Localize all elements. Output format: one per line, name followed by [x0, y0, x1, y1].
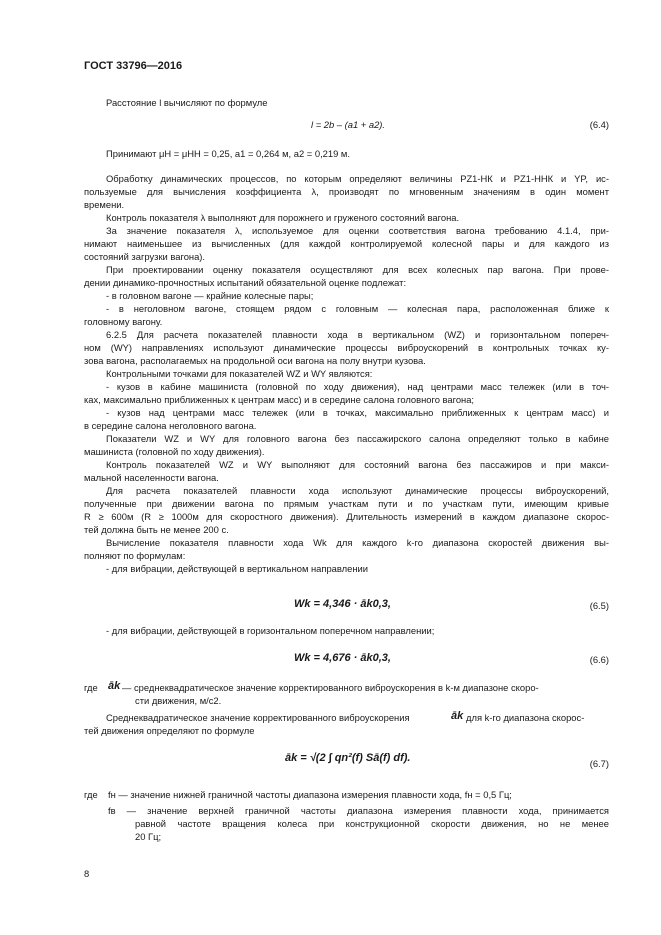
list-item: - в неголовном вагоне, стоящем рядом с головным — колесная пара, расположенная ближе к: [106, 303, 609, 314]
list-item: - для вибрации, действующей в вертикальном направлении: [106, 563, 368, 574]
definition-text: — среднеквадратическое значение корректированного виброускорения в k-м диапазоне скоро-: [122, 682, 539, 693]
where-label: где: [84, 682, 98, 693]
definition-text: fн — значение нижней граничной частоты диапазона измерения плавности хода, fн = 0,5 Гц;: [108, 789, 512, 800]
text-line: Показатели WZ и WY для головного вагона без пассажирского салона определяют только в кабине: [106, 433, 609, 444]
text-line: ном (WY) направлениях используют динамические процессы виброускорений в контрольных точках ку-: [84, 342, 609, 353]
definition-text: 20 Гц;: [135, 831, 162, 842]
text-line: зова вагона, располагаемых на продольной оси вагона на полу внутри кузова.: [84, 355, 426, 366]
page-header: ГОСТ 33796—2016: [84, 60, 183, 72]
formula-6-6: Wk = 4,676 · āk0,3,: [294, 652, 391, 664]
text-line: Среднеквадратическое значение корректированного виброускорения: [106, 712, 410, 723]
text-line: нимают наименьшее из вычисленных (для каждой контролируемой колесной пары и для каждого из: [84, 238, 609, 249]
text-line: 6.2.5 Для расчета показателей плавности хода в вертикальном (WZ) и горизонтальном попереч-: [106, 329, 609, 340]
equation-number: (6.4): [589, 119, 609, 130]
where-label: где: [84, 789, 98, 800]
list-item: - в головном вагоне — крайние колесные пары;: [106, 290, 314, 301]
list-item: - для вибрации, действующей в горизонтальном поперечном направлении;: [106, 625, 435, 636]
page-number: 8: [84, 868, 90, 879]
text-line: в середине салона неголовного вагона.: [84, 420, 257, 431]
text-line: тей должна быть не менее 200 с.: [84, 524, 229, 535]
text-line: Расстояние l вычисляют по формуле: [106, 97, 268, 108]
definition-text: равной частоте вращения колеса при конструкционной скорости движения, но не менее: [135, 818, 609, 829]
text-line: полняют по формулам:: [84, 550, 186, 561]
acceleration-symbol: āk: [108, 680, 121, 692]
formula-6-7: āk = √(2 ∫ qn²(f) Sā(f) df).: [285, 752, 411, 764]
text-line: для k-го диапазона скорос-: [466, 712, 585, 723]
text-line: Принимают μН = μНН = 0,25, a1 = 0,264 м, a2 = 0,219 м.: [106, 148, 350, 159]
text-line: При проектировании оценку показателя осуществляют для всех колесных пар вагона. При прове-: [106, 264, 609, 275]
text-line: За значение показателя λ, используемое для оценки соответствия вагона требованию 4.1.4, при-: [106, 225, 609, 236]
text-line: Обработку динамических процессов, по которым определяют величины PZ1-НК и PZ1-ННК и YP, ис-: [106, 173, 609, 184]
list-item: - кузов над центрами масс тележек (или в точках, максимально приближенных к центрам масс) и: [106, 407, 609, 418]
definition-text: fв — значение верхней граничной частоты диапазона измерения плавности хода, принимается: [108, 805, 609, 816]
text-line: головному вагону.: [84, 316, 163, 327]
equation-number: (6.7): [589, 758, 609, 769]
formula-6-4: l = 2b – (a1 + a2).: [311, 119, 386, 130]
text-line: Вычисление показателя плавности хода Wk для каждого k-го диапазона скоростей движения вы-: [106, 537, 609, 548]
text-line: времени.: [84, 199, 125, 210]
text-line: тей движения определяют по формуле: [84, 725, 255, 736]
equation-number: (6.6): [589, 654, 609, 665]
text-line: полученные при движении вагона по прямым участкам пути и по участкам пути, имеющим кривые: [84, 498, 609, 509]
text-line: R ≥ 600м (R ≥ 1000м для скоростного движения). Длительность измерений в каждом диапазоне скорос-: [84, 511, 609, 522]
text-line: Контроль показателей WZ и WY выполняют для состояний вагона без пассажиров и при макси-: [106, 459, 609, 470]
text-line: мальной населенности вагона.: [84, 472, 219, 483]
text-line: Контрольными точками для показателей WZ и WY являются:: [106, 368, 373, 379]
text-line: состояний загрузки вагона).: [84, 251, 206, 262]
text-line: Для расчета показателей плавности хода используют динамические процессы виброускорений,: [106, 485, 609, 496]
acceleration-symbol: āk: [451, 710, 464, 722]
text-line: ках, максимально приближенных к центрам масс) и в середине салона головного вагона;: [84, 394, 475, 405]
text-line: дении динамико-прочностных испытаний обязательной оценке подлежат:: [84, 277, 407, 288]
equation-number: (6.5): [589, 600, 609, 611]
definition-text: сти движения, м/с2.: [135, 695, 222, 706]
text-line: машиниста (головной по ходу движения).: [84, 446, 265, 457]
formula-6-5: Wk = 4,346 · āk0,3,: [294, 598, 391, 610]
list-item: - кузов в кабине машиниста (головной по ходу движения), над центрами масс тележек (или в точ-: [106, 381, 609, 392]
text-line: пользуемые для вычисления коэффициента λ, производят по мгновенным значениям в один момент: [84, 186, 609, 197]
text-line: Контроль показателя λ выполняют для порожнего и груженого состояний вагона.: [106, 212, 460, 223]
